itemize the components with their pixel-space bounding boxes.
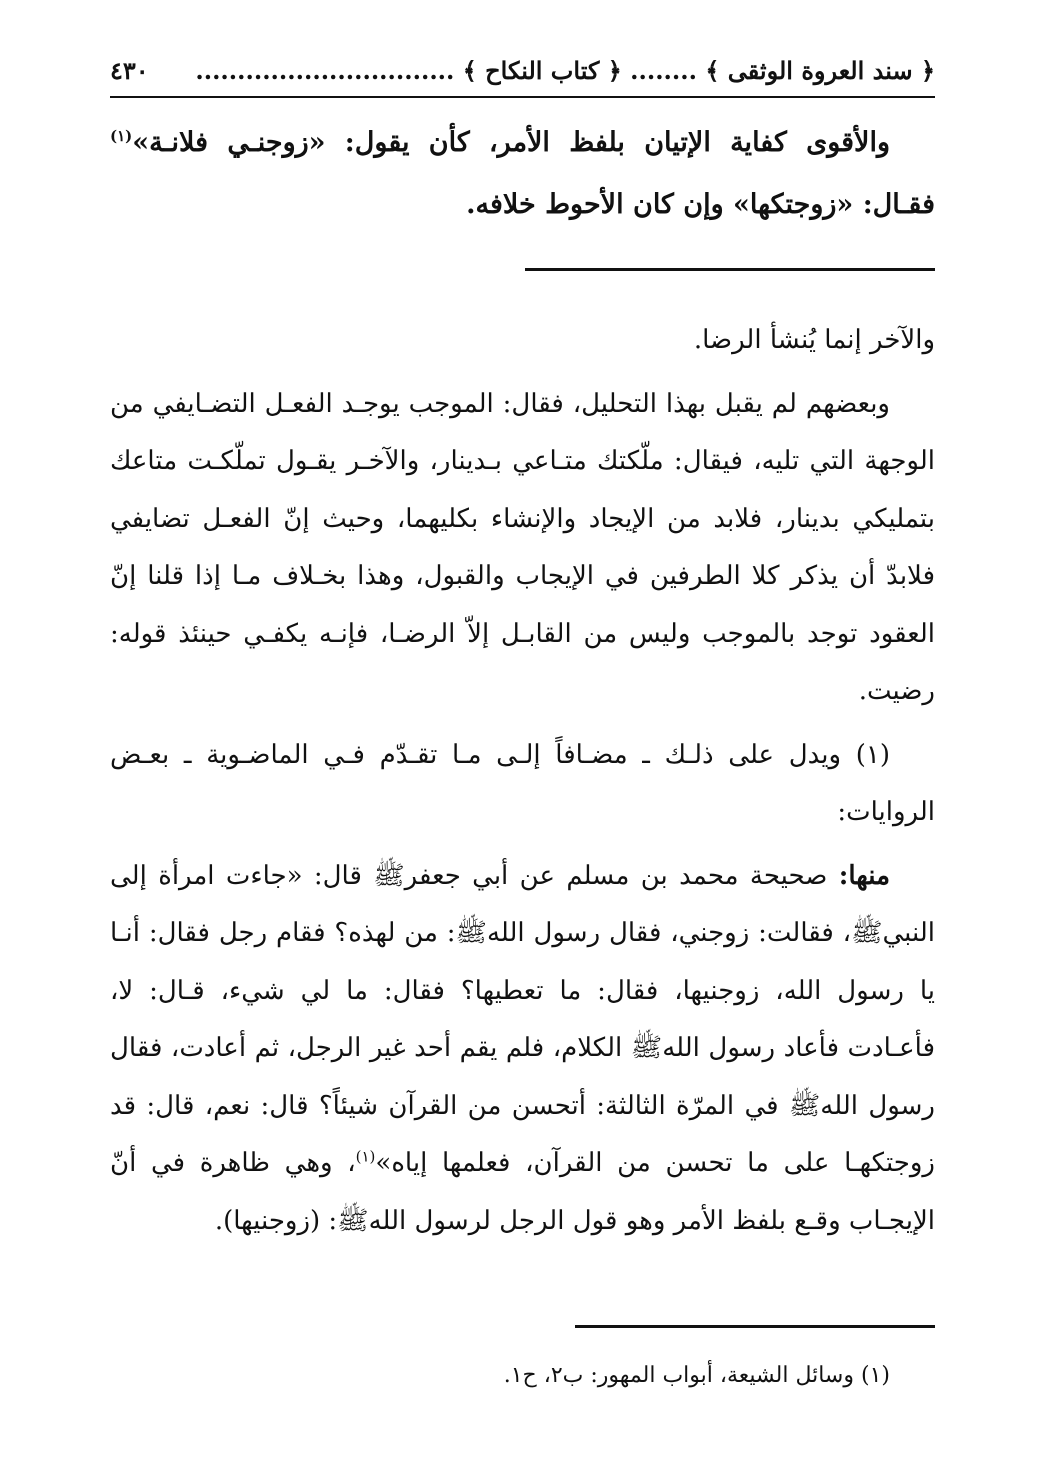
paragraph-4-tail: ، وهي ظاهرة في أنّ الإيجـاب وقـع بلفظ الأمر وهو قول الرجل لرسول اللهﷺ: (زوجنيها). <box>110 1148 935 1236</box>
matn-text-after: فقـال: «زوجتكها» وإن كان الأحوط خلافه. <box>466 189 935 220</box>
matn-footnote-ref: (١) <box>110 127 133 145</box>
matn-text: والأقوى كفاية الإتيان بلفظ الأمر، كأن يقول: «زوجنـي فلانـة» <box>132 127 890 158</box>
section-divider <box>525 268 935 271</box>
paragraph-2: وبعضهم لم يقبل بهذا التحليل، فقال: الموجب يوجـد الفعـل التضـايفي من الوجهة التي تليه، فيقال: ملّكتك متـاعي بـدينار، والآخـر يقـول تملّكـت متاعك بتمليكي بدينار، فلابد من الإيجاد والإنشاء بكليهما، وحيث إنّ الفعـل تضايفي فلابدّ أن يذكر كلا الطرفين في الإيجاب والقبول، وهذا بخـلاف مـا إذا قلنا إنّ العقود توجد بالموجب وليس من القابـل إلاّ الرضـا، فإنـه يكفـي حينئذ قوله: رضيت. <box>110 388 935 706</box>
matn-paragraph <box>110 112 935 236</box>
paragraph-4-footnote-ref: (١) <box>355 1147 376 1166</box>
paragraph-1: والآخر إنما يُنشأ الرضا. <box>693 325 935 355</box>
commentary <box>110 312 935 1256</box>
running-header <box>110 44 935 96</box>
page-number: ٤٣٠ <box>110 55 149 85</box>
paragraph-4-label: منها: <box>838 860 890 891</box>
paragraph-4-text: صحيحة محمد بن مسلم عن أبي جعفرﷺ قال: «جاءت امرأة إلى النبيﷺ، فقالت: زوجني، فقال رسول اللهﷺ: من لهذه؟ فقام رجل فقال: أنـا يا رسول الله، زوجنيها، فقال: ما تعطيها؟ فقال: ما لي شيء، قـال: لا، فأعـادت فأعاد رسول اللهﷺ الكلام، فلم يقم أحد غير الرجل، ثم أعادت، فقال رسول اللهﷺ في المرّة الثالثة: أتحسن من القرآن شيئاً؟ قال: نعم، قال: قد زوجتكهـا على ما تحسن من القرآن، فعلمها إياه» <box>110 860 935 1178</box>
footnote-divider <box>575 1325 935 1328</box>
header-title: ﴿ سند العروة الوثقى ﴾ ........ ﴿ كتاب النكاح ﴾ ............................... <box>195 55 935 85</box>
paragraph-3: (١) ويدل على ذلـك ـ مضـافاً إلـى مـا تقـدّم فـي الماضـوية ـ بعـض الروايات: <box>110 739 935 827</box>
header-rule <box>110 96 935 98</box>
footnote: (١) وسائل الشيعة، أبواب المهور: ب٢، ح١. <box>503 1363 890 1388</box>
paragraph-4 <box>110 848 935 1251</box>
